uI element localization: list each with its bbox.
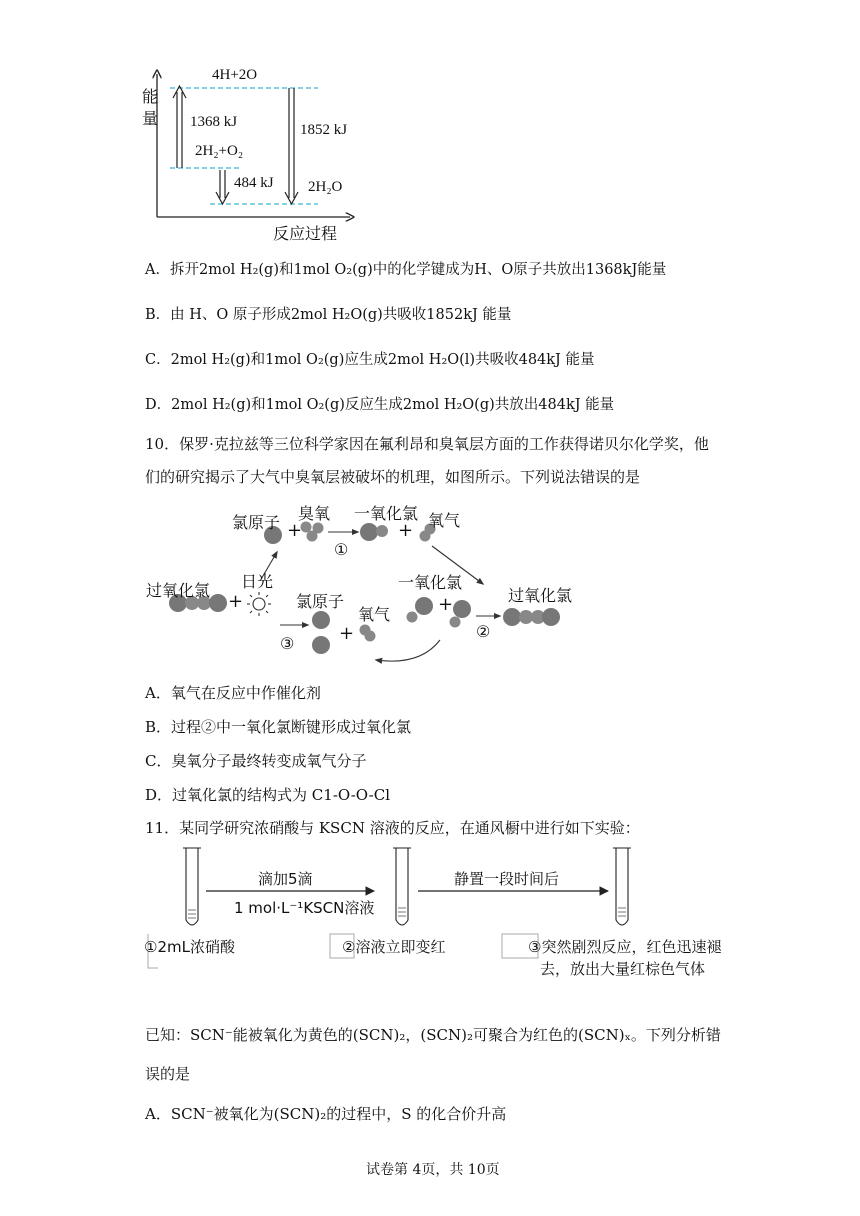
- y-axis-label-1: 能: [142, 87, 159, 106]
- page-footer: 试卷第 4页，共 10页: [366, 1162, 500, 1178]
- label-chlorine-monoxide-right: 一氧化氯: [398, 573, 463, 592]
- plus-1: +: [287, 520, 303, 541]
- plus-4: +: [339, 623, 355, 644]
- clo-cl-right-2: [453, 600, 471, 618]
- right-arrow-label: 1852 kJ: [300, 122, 348, 138]
- ozone-o3: [313, 523, 324, 534]
- cl-atom-mid-2: [312, 636, 330, 654]
- tube2-label: ②溶液立即变红: [342, 938, 446, 956]
- label-peroxide-right: 过氧化氯: [508, 586, 573, 605]
- x-axis-label: 反应过程: [273, 224, 338, 243]
- tube1-label: ①2mL浓硝酸: [144, 938, 235, 956]
- q11-known-line1: 已知：SCN⁻能被氧化为黄色的(SCN)₂，(SCN)₂可聚合为红色的(SCN)ₓ。下列分析错: [145, 1026, 721, 1044]
- bottom-level-label: 2H₂O: [308, 179, 343, 195]
- q11-known-line2: 误的是: [145, 1065, 191, 1083]
- plus-3: +: [228, 591, 244, 612]
- arrow1-bottom-label: 1 mol·L⁻¹KSCN溶液: [234, 899, 375, 917]
- peroxide-right-cl1: [503, 608, 521, 626]
- q10-option-a: A．氧气在反应中作催化剂: [145, 684, 321, 702]
- tube3-label-line2: 去，放出大量红棕色气体: [540, 960, 706, 978]
- label-step1: ①: [334, 540, 349, 559]
- q11-option-a: A．SCN⁻被氧化为(SCN)₂的过程中，S 的化合价升高: [145, 1105, 507, 1123]
- clo-cl-top: [360, 523, 378, 541]
- q10-option-c: C．臭氧分子最终转变成氧气分子: [145, 752, 367, 770]
- left-arrow-label: 1368 kJ: [190, 114, 238, 130]
- clo-o-right-1: [407, 612, 418, 623]
- q9-option-c: C．2mol H₂(g)和1mol O₂(g)应生成2mol H₂O(l)共吸收484kJ 能量: [145, 352, 595, 368]
- label-chlorine-atom-top: 氯原子: [232, 513, 281, 532]
- plus-2: +: [398, 520, 414, 541]
- ozone-cycle-diagram: [140, 496, 600, 672]
- test-tube-1: [183, 848, 201, 925]
- arrow-1852-head: [285, 192, 298, 204]
- energy-diagram: [140, 62, 370, 242]
- label-step3: ③: [280, 634, 295, 653]
- peroxide-right-cl2: [542, 608, 560, 626]
- tube3-label-line1: ③突然剧烈反应，红色迅速褪: [528, 938, 722, 956]
- top-level-label: 4H+2O: [212, 67, 258, 83]
- q9-option-b: B．由 H、O 原子形成2mol H₂O(g)共吸收1852kJ 能量: [145, 307, 512, 323]
- q10-option-b: B．过程②中一氧化氯断键形成过氧化氯: [145, 718, 412, 736]
- q10-stem-line1: 10．保罗·克拉兹等三位科学家因在氟利昂和臭氧层方面的工作获得诺贝尔化学奖，他: [145, 435, 709, 453]
- experiment-diagram: [140, 840, 720, 980]
- arrow-484-head: [216, 192, 229, 204]
- small-arrow-label: 484 kJ: [234, 175, 274, 191]
- o2-mid-b: [365, 631, 376, 642]
- label-chlorine-atom-mid: 氯原子: [296, 592, 345, 611]
- test-tube-2: [393, 848, 411, 925]
- label-chlorine-monoxide-top: 一氧化氯: [354, 504, 419, 523]
- energy-diagram-svg: [140, 62, 370, 242]
- return-arrow: [376, 640, 440, 661]
- y-axis-label-2: 量: [142, 109, 159, 128]
- label-step2: ②: [476, 622, 491, 641]
- clo-cl-right-1: [415, 597, 433, 615]
- label-oxygen-top: 氧气: [428, 511, 461, 530]
- middle-level-label: 2H₂+O₂: [195, 143, 244, 159]
- plus-5: +: [438, 594, 454, 615]
- q10-stem-line2: 们的研究揭示了大气中臭氧层被破坏的机理，如图所示。下列说法错误的是: [145, 468, 641, 486]
- peroxide-left-cl2: [209, 594, 227, 612]
- peroxide-right-o1: [519, 610, 533, 624]
- label-sunlight: 日光: [241, 572, 274, 591]
- clo-o-right-2: [450, 617, 461, 628]
- arrow1-top-label: 滴加5滴: [258, 870, 313, 888]
- sun-icon: [247, 592, 271, 616]
- q9-option-a: A．拆开2mol H₂(g)和1mol O₂(g)中的化学键成为H、O原子共放出1368kJ能量: [145, 262, 667, 278]
- clo-o-top: [376, 525, 388, 537]
- q10-option-d: D．过氧化氯的结构式为 C1-O-O-Cl: [145, 786, 390, 804]
- label-ozone: 臭氧: [298, 504, 331, 523]
- label-oxygen-mid: 氧气: [358, 605, 391, 624]
- q9-option-d: D．2mol H₂(g)和1mol O₂(g)反应生成2mol H₂O(g)共放出484kJ 能量: [145, 397, 615, 413]
- cl-atom-mid-1: [312, 611, 330, 629]
- arrow2-top-label: 静置一段时间后: [454, 870, 560, 888]
- label-peroxide-left: 过氧化氯: [146, 581, 211, 600]
- q11-stem: 11．某同学研究浓硝酸与 KSCN 溶液的反应，在通风橱中进行如下实验：: [145, 819, 640, 837]
- test-tube-3: [613, 848, 631, 925]
